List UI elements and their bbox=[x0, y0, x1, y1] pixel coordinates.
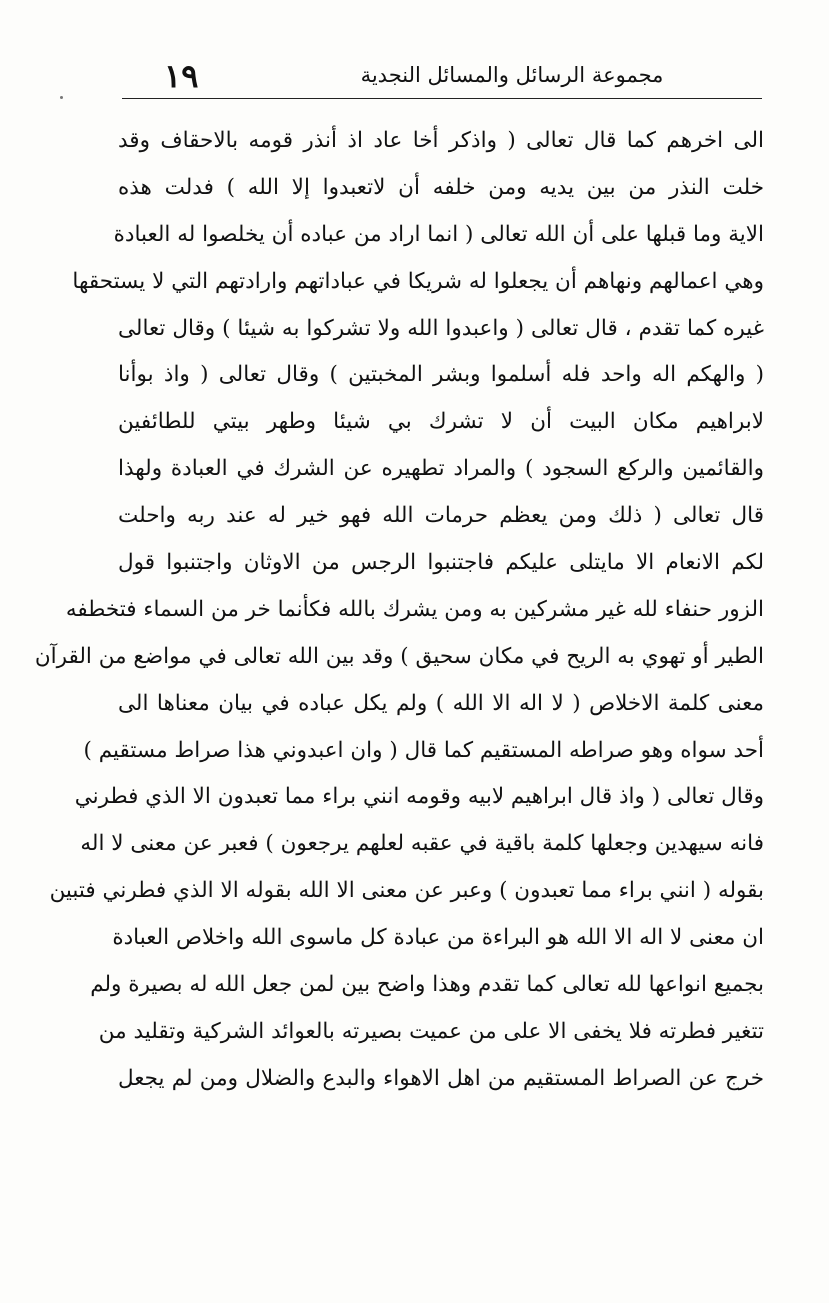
text-line: خلت النذر من بين يديه ومن خلفه أن لاتعبدوا إلا الله ) فدلت هذه bbox=[118, 174, 764, 200]
text-line: وقال تعالى ( واذ قال ابراهيم لابيه وقومه انني براء مما تعبدون الا الذي فطرني bbox=[74, 784, 764, 810]
text-line: أحد سواه وهو صراطه المستقيم كما قال ( وان اعبدوني هذا صراط مستقيم ) bbox=[83, 737, 764, 763]
text-line: الى اخرهم كما قال تعالى ( واذكر أخا عاد اذ أنذر قومه بالاحقاف وقد bbox=[118, 128, 764, 153]
text-line: بقوله ( انني براء مما تعبدون ) وعبر عن معنى الا الله بقوله الا الذي فطرني فتبين bbox=[49, 878, 764, 904]
text-line: ( والهكم اله واحد فله أسلموا وبشر المخبتين ) وقال تعالى ( واذ بوأنا bbox=[118, 362, 764, 388]
text-line: قال تعالى ( ذلك ومن يعظم حرمات الله فهو خير له عند ربه واحلت bbox=[118, 503, 764, 529]
text-line: والقائمين والركع السجود ) والمراد تطهيره عن الشرك في العبادة ولهذا bbox=[118, 456, 764, 482]
text-line: غيره كما تقدم ، قال تعالى ( واعبدوا الله ولا تشركوا به شيئا ) وقال تعالى bbox=[118, 315, 764, 341]
text-line: فانه سيهدين وجعلها كلمة باقية في عقبه لعلهم يرجعون ) فعبر عن معنى لا اله bbox=[80, 831, 764, 857]
text-line: خرج عن الصراط المستقيم من اهل الاهواء والبدع والضلال ومن لم يجعل bbox=[118, 1065, 764, 1091]
text-line: ان معنى لا اله الا الله هو البراءة من عبادة كل ماسوى الله واخلاص العبادة bbox=[112, 925, 764, 951]
text-line: بجميع انواعها لله تعالى كما تقدم وهذا واضح بين لمن جعل الله له بصيرة ولم bbox=[90, 972, 764, 998]
text-line: وهي اعمالهم ونهاهم أن يجعلوا له شريكا في عباداتهم وارادتهم التي لا يستحقها bbox=[72, 268, 764, 294]
text-line: الاية وما قبلها على أن الله تعالى ( انما اراد من عباده أن يخلصوا له العبادة bbox=[113, 221, 764, 247]
body-text bbox=[34, 118, 764, 1103]
text-line: الطير أو تهوي به الريح في مكان سحيق ) وقد بين الله تعالى في مواضع من القرآن bbox=[34, 643, 764, 669]
text-line: الزور حنفاء لله غير مشركين به ومن يشرك بالله فكأنما خر من السماء فتخطفه bbox=[65, 596, 764, 622]
margin-speck bbox=[60, 96, 63, 99]
header-rule bbox=[122, 98, 762, 99]
text-line: معنى كلمة الاخلاص ( لا اله الا الله ) ولم يكل عباده في بيان معناها الى bbox=[118, 690, 764, 716]
page-number: ١٩ bbox=[164, 57, 199, 95]
running-title: مجموعة الرسائل والمسائل النجدية bbox=[360, 63, 664, 87]
text-line: لكم الانعام الا مايتلى عليكم فاجتنبوا الرجس من الاوثان واجتنبوا قول bbox=[118, 550, 764, 576]
text-line: لابراهيم مكان البيت أن لا تشرك بي شيئا وطهر بيتي للطائفين bbox=[118, 409, 764, 435]
page-header bbox=[122, 56, 762, 100]
text-line: تتغير فطرته فلا يخفى الا على من عميت بصيرته بالعوائد الشركية وتقليد من bbox=[98, 1018, 764, 1044]
